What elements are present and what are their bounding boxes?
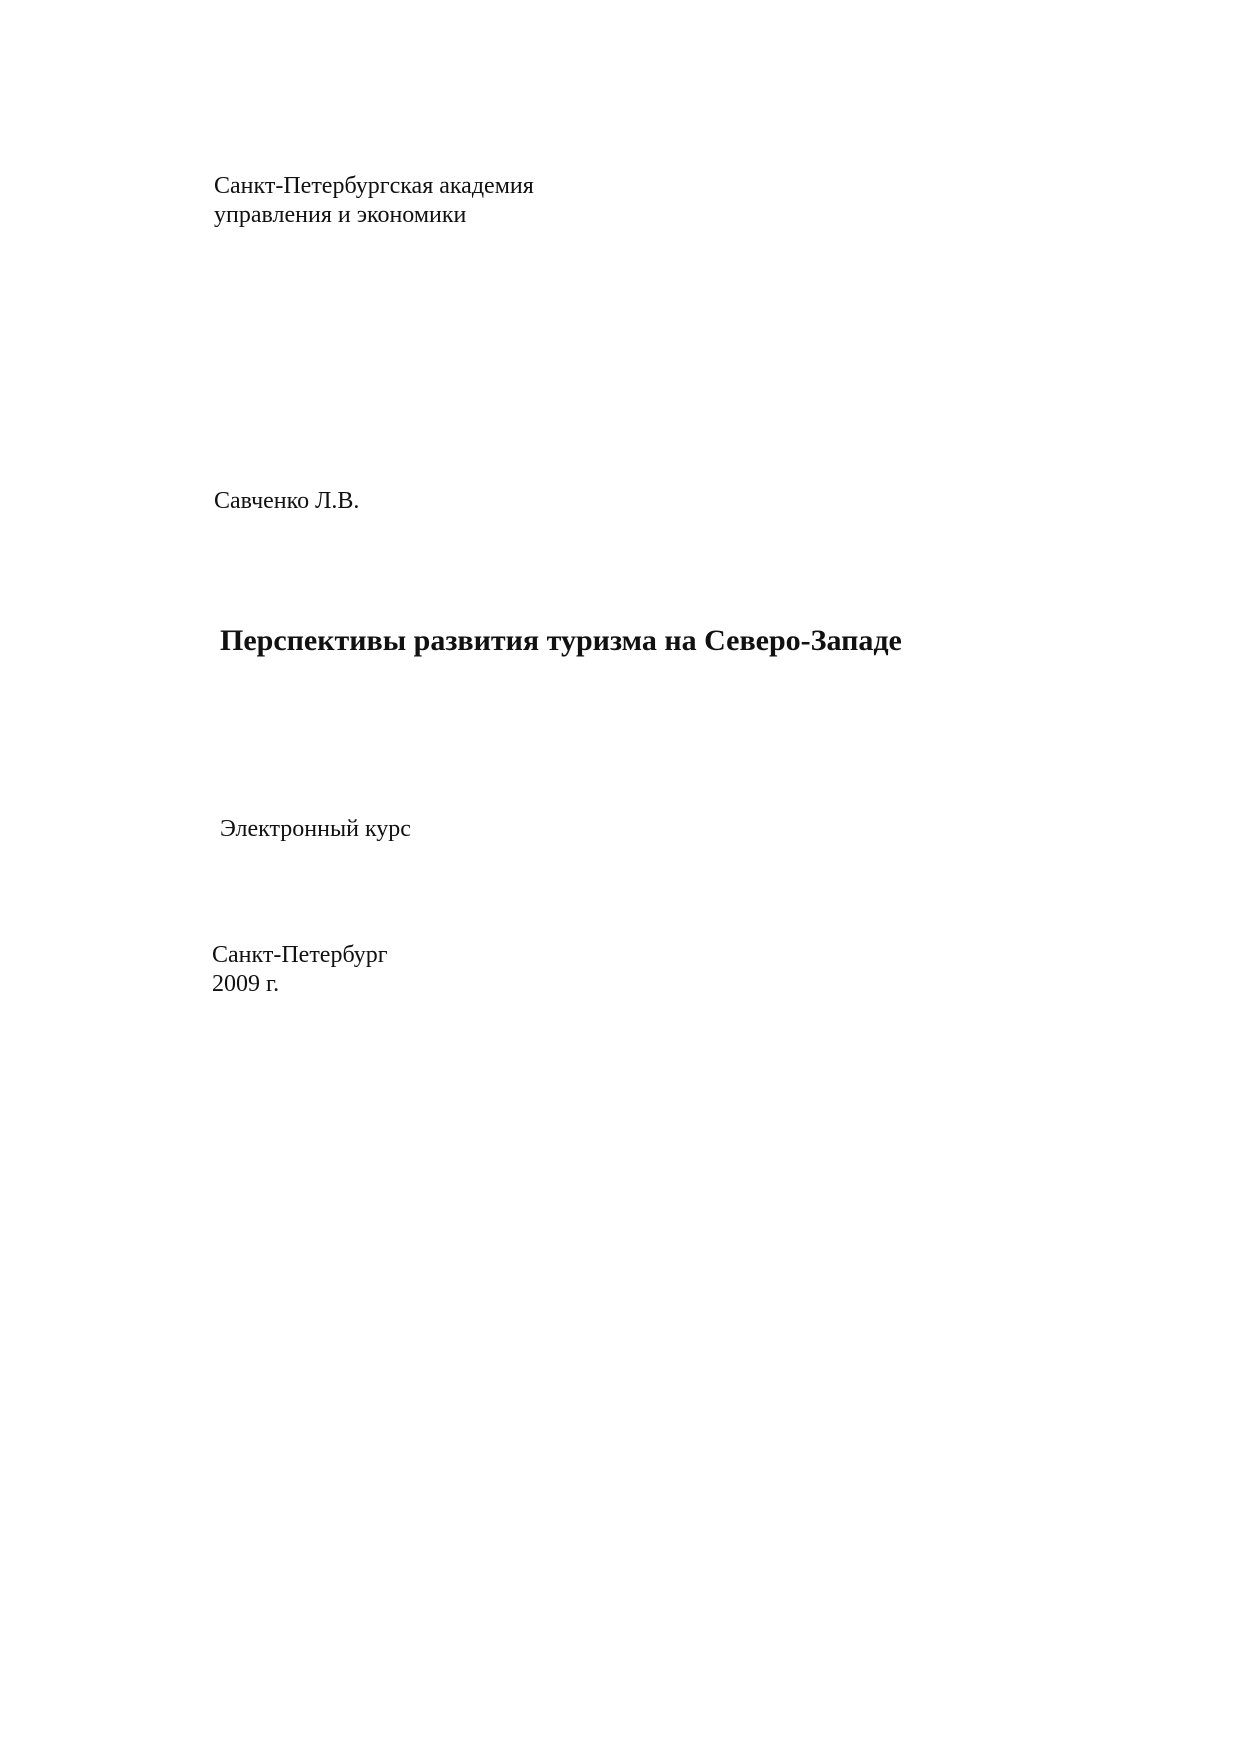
publication-info: [212, 941, 388, 999]
publication-place: Санкт-Петербург: [212, 942, 388, 968]
document-subtitle: Электронный курс: [220, 816, 411, 842]
publication-year: 2009 г.: [212, 971, 280, 997]
institution-line-2: управления и экономики: [214, 202, 467, 228]
author-name: Савченко Л.В.: [214, 488, 360, 514]
institution-line-1: Санкт-Петербургская академия: [214, 173, 534, 199]
document-title: Перспективы развития туризма на Северо-Западе: [220, 624, 902, 657]
institution-name: [214, 172, 534, 230]
